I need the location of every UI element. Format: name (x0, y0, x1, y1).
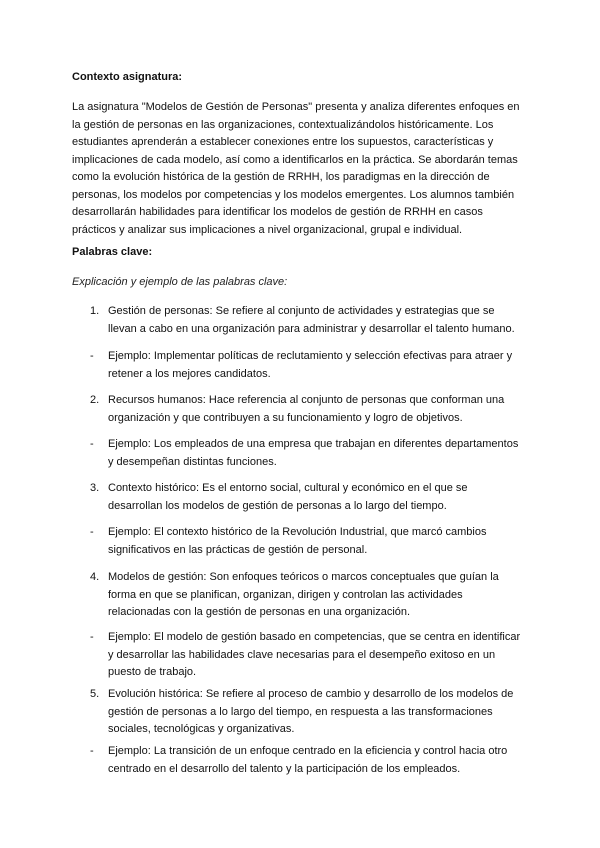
number-marker: 2. (90, 394, 100, 406)
item-line: organización y que contribuyen a su funcionamiento y logro de objetivos. (108, 411, 463, 424)
item-line: Ejemplo: El contexto histórico de la Revolución Industrial, que marcó cambios (108, 526, 487, 538)
paragraph-line: La asignatura "Modelos de Gestión de Personas" presenta y analiza diferentes enfoques en (72, 101, 520, 113)
paragraph-line: implicaciones de cada modelo, así como a identificarlos en la práctica. Se abordarán temas (72, 153, 518, 166)
item-text (108, 743, 507, 778)
context-paragraph (72, 99, 520, 239)
keywords-heading-block (72, 244, 152, 262)
item-line: Evolución histórica: Se refiere al proceso de cambio y desarrollo de los modelos de (108, 688, 514, 700)
dash-marker: - (90, 526, 94, 538)
item-line: Recursos humanos: Hace referencia al conjunto de personas que conforman una (108, 394, 505, 406)
item-text (108, 480, 468, 515)
dash-marker: - (90, 631, 94, 643)
item-text (108, 569, 499, 622)
paragraph-line: la gestión de personas en las organizaciones, contextualizándolos históricamente. Los (72, 118, 494, 131)
item-text (108, 686, 513, 739)
item-text (108, 303, 515, 338)
item-text (108, 524, 486, 559)
item-line: Ejemplo: La transición de un enfoque centrado en la eficiencia y control hacia otro (108, 745, 508, 757)
item-text (108, 436, 518, 471)
item-line: desarrollan los modelos de gestión de personas a lo largo del tiempo. (108, 499, 447, 512)
item-line: y desarrollar las habilidades clave necesarias para el desempeño exitoso en un (108, 648, 496, 661)
paragraph-line: estudiantes aprenderán a establecer conexiones entre los supuestos, características y (72, 136, 494, 148)
item-line: significativos en las prácticas de gestión de personal. (108, 543, 368, 556)
number-marker: 5. (90, 688, 100, 700)
dash-marker: - (90, 438, 94, 450)
item-line: y desempeñan distintas funciones. (108, 455, 277, 468)
paragraph-line: como la evolución histórica de la gestión de RRHH, los paradigmas en la dirección de (72, 171, 490, 183)
paragraph-line: personas, los modelos por competencias y los modelos emergentes. Los alumnos también (72, 188, 515, 201)
item-line: retener a los mejores candidatos. (108, 367, 271, 380)
item-line: centrado en el desarrollo del talento y la participación de los empleados. (108, 762, 461, 775)
context-heading: Contexto asignatura: (72, 71, 183, 83)
keywords-heading: Palabras clave: (72, 246, 153, 258)
number-marker: 4. (90, 571, 100, 583)
item-line: Ejemplo: Los empleados de una empresa que trabajan en diferentes departamentos (108, 438, 519, 450)
dash-marker: - (90, 350, 94, 362)
number-marker: 1. (90, 305, 100, 317)
item-text (108, 348, 512, 383)
item-text (108, 392, 504, 427)
item-line: forma en que se planifican, organizan, dirigen y controlan las actividades (108, 588, 463, 601)
item-line: Contexto histórico: Es el entorno social, cultural y económico en el que se (108, 482, 468, 494)
paragraph-line: desarrollarán habilidades para identificar los modelos de gestión de RRHH en casos (72, 206, 483, 218)
item-line: llevan a cabo en una organización para administrar y desarrollar el talento humano. (108, 322, 515, 335)
item-line: sociales, tecnológicas y organizativas. (108, 723, 295, 735)
context-heading-block (72, 69, 182, 87)
item-line: relacionadas con la gestión de personas en una organización. (108, 606, 411, 618)
number-marker: 3. (90, 482, 100, 494)
item-line: gestión de personas a lo largo del tiempo, en respuesta a las transformaciones (108, 705, 493, 718)
item-text (108, 629, 520, 682)
item-line: Ejemplo: Implementar políticas de reclutamiento y selección efectivas para atraer y (108, 350, 513, 362)
item-line: Gestión de personas: Se refiere al conjunto de actividades y estrategias que se (108, 305, 495, 317)
paragraph-line: prácticos y analizar sus implicaciones a nivel organizacional, grupal e individual. (72, 223, 463, 236)
dash-marker: - (90, 745, 94, 757)
item-line: Modelos de gestión: Son enfoques teóricos o marcos conceptuales que guían la (108, 571, 499, 583)
item-line: puesto de trabajo. (108, 666, 197, 678)
item-line: Ejemplo: El modelo de gestión basado en competencias, que se centra en identificar (108, 631, 521, 643)
keywords-intro: Explicación y ejemplo de las palabras clave: (72, 276, 288, 288)
